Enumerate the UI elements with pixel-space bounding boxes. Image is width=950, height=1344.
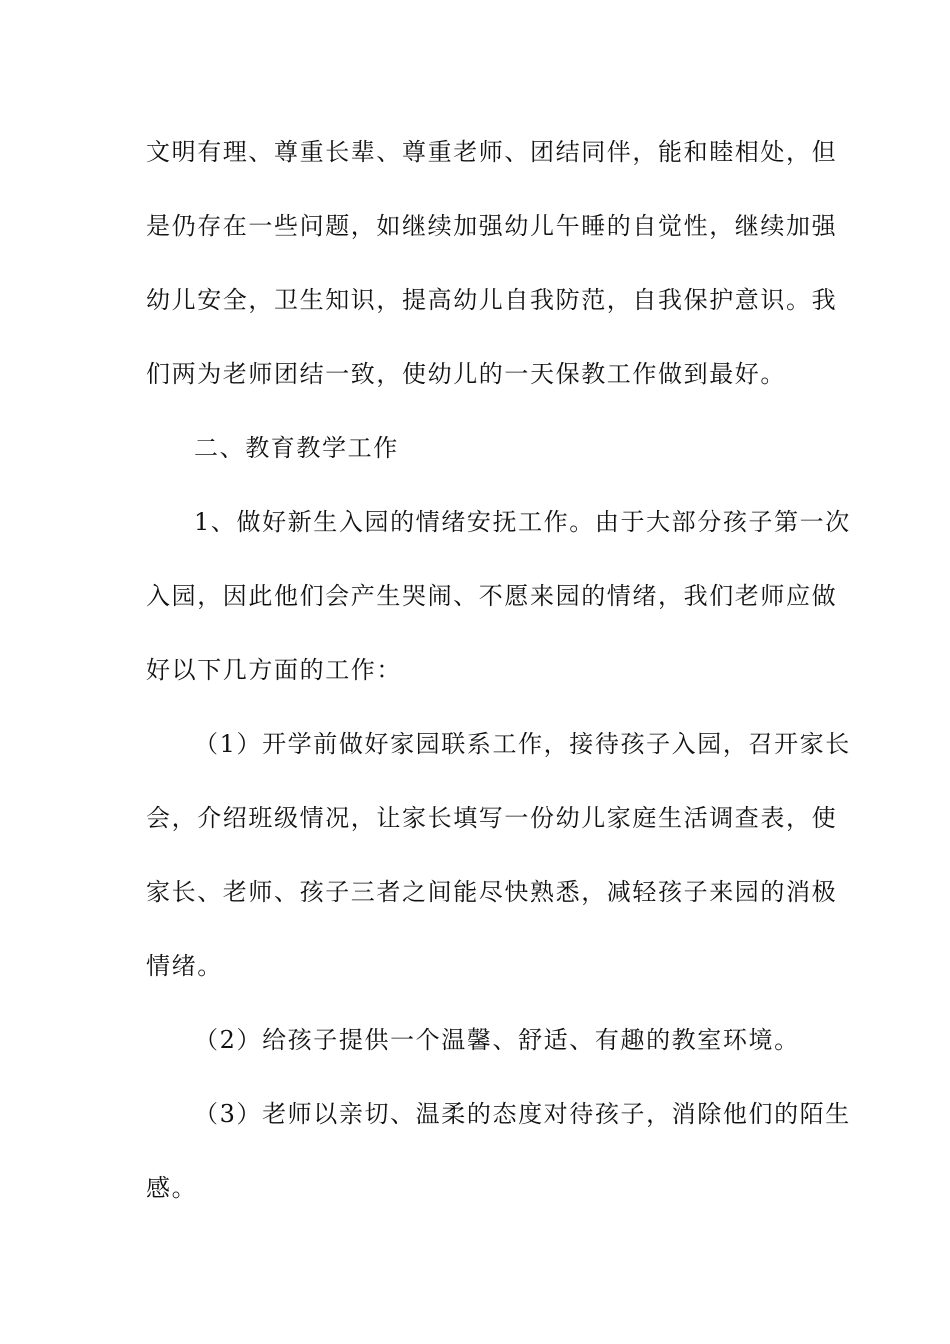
text-line: （3）老师以亲切、温柔的态度对待孩子，消除他们的陌生: [194, 1100, 851, 1128]
text-line: 入园，因此他们会产生哭闹、不愿来园的情绪，我们老师应做: [146, 582, 838, 610]
text-line: 幼儿安全，卫生知识，提高幼儿自我防范，自我保护意识。我: [146, 286, 838, 314]
text-line: （1）开学前做好家园联系工作，接待孩子入园，召开家长: [194, 730, 851, 758]
text-line: 好以下几方面的工作：: [146, 656, 402, 684]
text-line: 家长、老师、孩子三者之间能尽快熟悉，减轻孩子来园的消极: [146, 878, 838, 906]
text-line: 文明有理、尊重长辈、尊重老师、团结同伴，能和睦相处，但: [146, 138, 838, 166]
text-line: 是仍存在一些问题，如继续加强幼儿午睡的自觉性，继续加强: [146, 212, 838, 240]
text-line: （2）给孩子提供一个温馨、舒适、有趣的教室环境。: [194, 1026, 800, 1054]
section-heading: 二、教育教学工作: [194, 434, 399, 462]
text-line: 情绪。: [146, 952, 223, 980]
text-line: 会，介绍班级情况，让家长填写一份幼儿家庭生活调查表，使: [146, 804, 838, 832]
text-line: 1、做好新生入园的情绪安抚工作。由于大部分孩子第一次: [194, 508, 851, 536]
text-line: 感。: [146, 1174, 198, 1202]
text-line: 们两为老师团结一致，使幼儿的一天保教工作做到最好。: [146, 360, 786, 388]
